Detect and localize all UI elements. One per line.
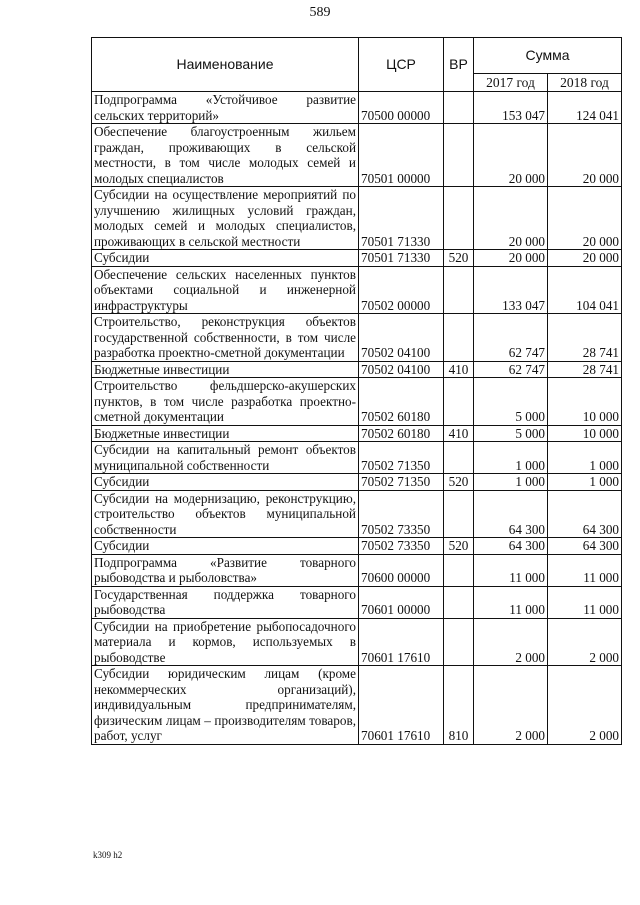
row-sum-2017: 62 747 bbox=[474, 361, 548, 378]
row-sum-2017: 20 000 bbox=[474, 250, 548, 267]
row-code: 70502 73350 bbox=[359, 490, 444, 538]
row-sum-2017: 1 000 bbox=[474, 474, 548, 491]
row-name: Субсидии bbox=[92, 250, 359, 267]
row-vr: 520 bbox=[444, 538, 474, 555]
row-vr bbox=[444, 442, 474, 474]
row-vr bbox=[444, 314, 474, 362]
row-sum-2017: 153 047 bbox=[474, 92, 548, 124]
row-sum-2018: 28 741 bbox=[548, 314, 622, 362]
row-vr: 410 bbox=[444, 361, 474, 378]
row-sum-2017: 64 300 bbox=[474, 538, 548, 555]
table-row bbox=[92, 538, 622, 555]
row-name: Бюджетные инвестиции bbox=[92, 425, 359, 442]
row-vr bbox=[444, 586, 474, 618]
row-sum-2017: 20 000 bbox=[474, 124, 548, 187]
row-name: Субсидии bbox=[92, 538, 359, 555]
row-sum-2017: 20 000 bbox=[474, 187, 548, 250]
row-name: Подпрограмма «Развитие товарного рыбоводства и рыболовства» bbox=[92, 554, 359, 586]
row-sum-2018: 20 000 bbox=[548, 250, 622, 267]
row-sum-2018: 20 000 bbox=[548, 124, 622, 187]
row-vr: 810 bbox=[444, 666, 474, 745]
row-name: Субсидии юридическим лицам (кроме некоммерческих организаций), индивидуальным предпринимателям, физическим лицам – производителям товаров, работ, услуг bbox=[92, 666, 359, 745]
row-code: 70601 00000 bbox=[359, 586, 444, 618]
row-code: 70501 00000 bbox=[359, 124, 444, 187]
table-row bbox=[92, 554, 622, 586]
row-vr bbox=[444, 187, 474, 250]
budget-table bbox=[91, 37, 622, 745]
table-row bbox=[92, 314, 622, 362]
row-code: 70502 71350 bbox=[359, 442, 444, 474]
row-sum-2017: 64 300 bbox=[474, 490, 548, 538]
table-row bbox=[92, 250, 622, 267]
row-sum-2018: 10 000 bbox=[548, 378, 622, 426]
row-name: Строительство фельдшерско-акушерских пунктов, в том числе разработка проектно-сметной документации bbox=[92, 378, 359, 426]
row-code: 70502 04100 bbox=[359, 314, 444, 362]
row-sum-2017: 1 000 bbox=[474, 442, 548, 474]
row-sum-2017: 5 000 bbox=[474, 425, 548, 442]
table-row bbox=[92, 425, 622, 442]
row-code: 70502 04100 bbox=[359, 361, 444, 378]
table-row bbox=[92, 92, 622, 124]
row-sum-2017: 62 747 bbox=[474, 314, 548, 362]
row-sum-2018: 1 000 bbox=[548, 474, 622, 491]
row-vr: 410 bbox=[444, 425, 474, 442]
row-vr: 520 bbox=[444, 250, 474, 267]
row-sum-2018: 20 000 bbox=[548, 187, 622, 250]
row-code: 70502 60180 bbox=[359, 425, 444, 442]
row-name: Подпрограмма «Устойчивое развитие сельских территорий» bbox=[92, 92, 359, 124]
row-name: Субсидии на осуществление мероприятий по улучшению жилищных условий граждан, молодых семей и молодых специалистов, проживающих в сельской местности bbox=[92, 187, 359, 250]
row-name: Субсидии на капитальный ремонт объектов муниципальной собственности bbox=[92, 442, 359, 474]
row-sum-2018: 11 000 bbox=[548, 586, 622, 618]
row-sum-2017: 11 000 bbox=[474, 554, 548, 586]
header-sum: Сумма bbox=[474, 38, 622, 74]
page-number: 589 bbox=[309, 5, 331, 20]
row-code: 70601 17610 bbox=[359, 666, 444, 745]
row-sum-2017: 11 000 bbox=[474, 586, 548, 618]
row-vr: 520 bbox=[444, 474, 474, 491]
table-row bbox=[92, 490, 622, 538]
row-vr bbox=[444, 378, 474, 426]
row-sum-2017: 5 000 bbox=[474, 378, 548, 426]
row-name: Строительство, реконструкция объектов государственной собственности, в том числе разработка проектно-сметной документации bbox=[92, 314, 359, 362]
row-sum-2018: 64 300 bbox=[548, 538, 622, 555]
row-code: 70500 00000 bbox=[359, 92, 444, 124]
header-year-2017: 2017 год bbox=[474, 74, 548, 92]
row-name: Обеспечение сельских населенных пунктов объектами социальной и инженерной инфраструктуры bbox=[92, 266, 359, 314]
row-sum-2018: 64 300 bbox=[548, 490, 622, 538]
table-row bbox=[92, 378, 622, 426]
row-sum-2018: 10 000 bbox=[548, 425, 622, 442]
row-sum-2018: 1 000 bbox=[548, 442, 622, 474]
table-row bbox=[92, 266, 622, 314]
header-name: Наименование bbox=[92, 38, 359, 92]
row-code: 70600 00000 bbox=[359, 554, 444, 586]
row-vr bbox=[444, 490, 474, 538]
row-name: Субсидии на модернизацию, реконструкцию, строительство объектов муниципальной собственности bbox=[92, 490, 359, 538]
row-name: Субсидии bbox=[92, 474, 359, 491]
row-vr bbox=[444, 554, 474, 586]
header-year-2018: 2018 год bbox=[548, 74, 622, 92]
row-code: 70502 00000 bbox=[359, 266, 444, 314]
row-vr bbox=[444, 124, 474, 187]
row-sum-2017: 2 000 bbox=[474, 618, 548, 666]
row-sum-2018: 28 741 bbox=[548, 361, 622, 378]
table-row bbox=[92, 124, 622, 187]
header-vr: ВР bbox=[444, 38, 474, 92]
row-name: Субсидии на приобретение рыбопосадочного материала и кормов, используемых в рыбоводстве bbox=[92, 618, 359, 666]
row-code: 70501 71330 bbox=[359, 187, 444, 250]
row-vr bbox=[444, 618, 474, 666]
table-row bbox=[92, 618, 622, 666]
row-code: 70601 17610 bbox=[359, 618, 444, 666]
row-vr bbox=[444, 266, 474, 314]
row-sum-2017: 2 000 bbox=[474, 666, 548, 745]
table-row bbox=[92, 666, 622, 745]
row-sum-2018: 2 000 bbox=[548, 666, 622, 745]
row-name: Государственная поддержка товарного рыбоводства bbox=[92, 586, 359, 618]
table-row bbox=[92, 442, 622, 474]
row-sum-2017: 133 047 bbox=[474, 266, 548, 314]
table-row bbox=[92, 187, 622, 250]
table-row bbox=[92, 474, 622, 491]
row-name: Бюджетные инвестиции bbox=[92, 361, 359, 378]
row-sum-2018: 2 000 bbox=[548, 618, 622, 666]
row-vr bbox=[444, 92, 474, 124]
row-sum-2018: 104 041 bbox=[548, 266, 622, 314]
row-code: 70502 73350 bbox=[359, 538, 444, 555]
table-row bbox=[92, 586, 622, 618]
header-code: ЦСР bbox=[359, 38, 444, 92]
row-sum-2018: 124 041 bbox=[548, 92, 622, 124]
footer-code: k309 h2 bbox=[93, 850, 123, 860]
row-code: 70502 60180 bbox=[359, 378, 444, 426]
row-name: Обеспечение благоустроенным жильем граждан, проживающих в сельской местности, в том числе молодых семей и молодых специалистов bbox=[92, 124, 359, 187]
row-code: 70502 71350 bbox=[359, 474, 444, 491]
row-code: 70501 71330 bbox=[359, 250, 444, 267]
row-sum-2018: 11 000 bbox=[548, 554, 622, 586]
table-row bbox=[92, 361, 622, 378]
